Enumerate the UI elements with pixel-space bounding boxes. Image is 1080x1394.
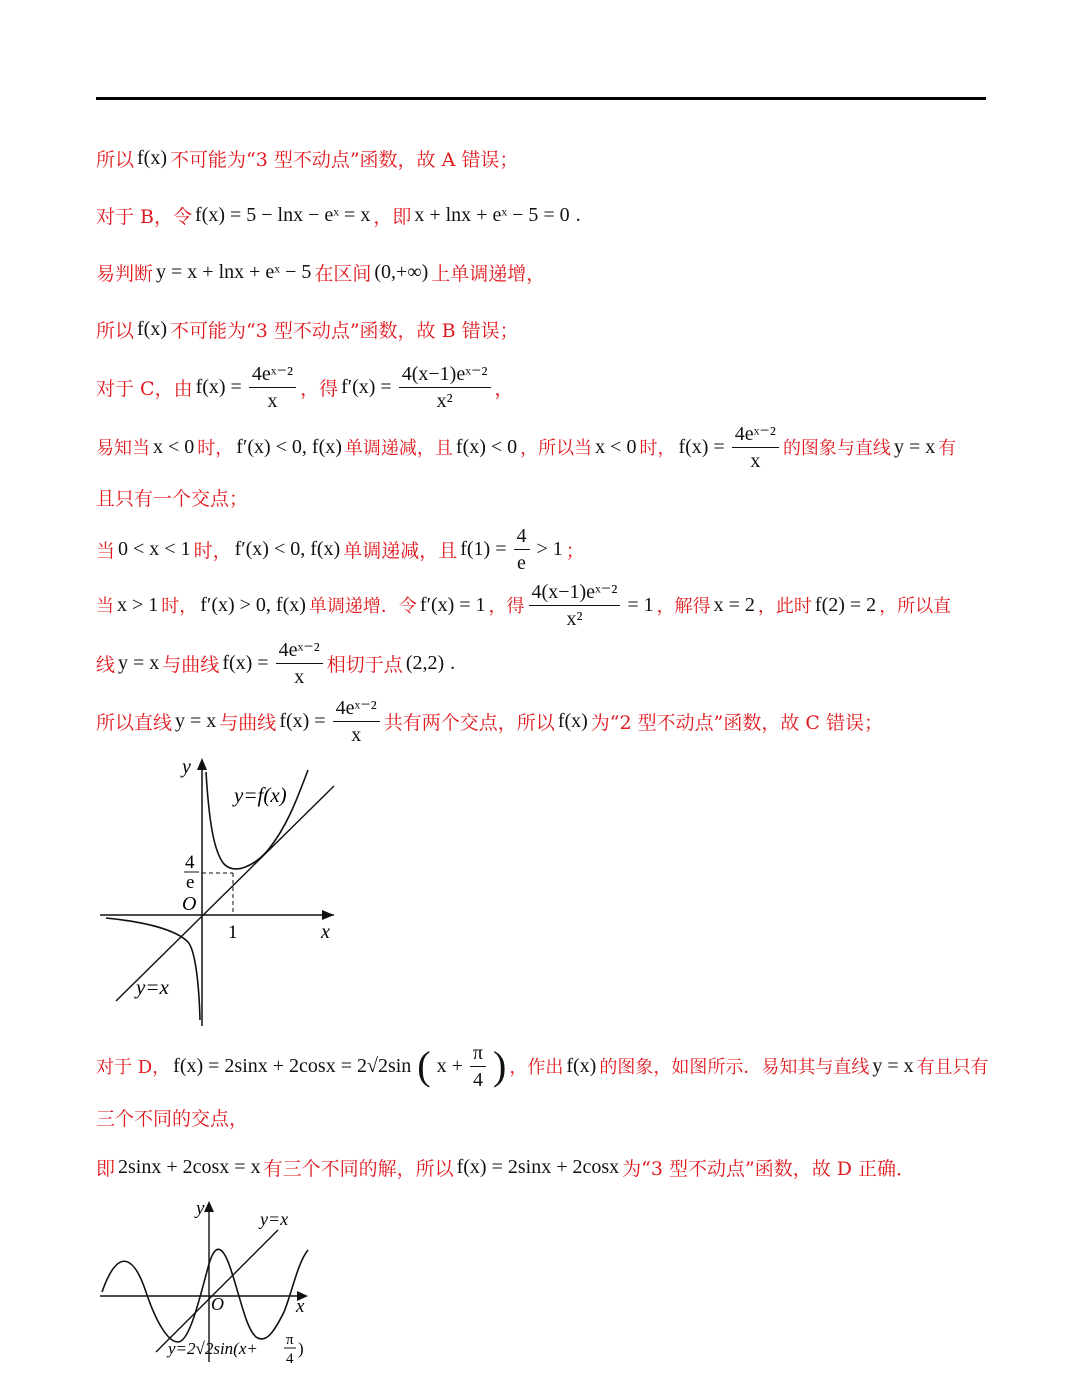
line-c-big xyxy=(96,578,951,632)
text-run: 所以直线 xyxy=(96,711,173,734)
text-run: 共有两个交点，所以 xyxy=(383,711,555,734)
line-d-conclusion xyxy=(96,1152,915,1182)
fraction: $\frac{\pi}{4}$ xyxy=(470,1042,486,1091)
math-expression: f′(x) < 0, f(x) xyxy=(234,537,341,560)
math-expression: x < 0 xyxy=(595,435,637,458)
text-run: 所以 xyxy=(96,148,135,171)
math-expression: f(x) xyxy=(566,1054,597,1077)
text-run: 为“2 型不动点”函数，故 C 错误； xyxy=(590,711,883,734)
text-run: ，即 xyxy=(373,205,412,228)
math-expression: ) xyxy=(493,1043,507,1088)
line-b-intro xyxy=(96,200,584,230)
math-eq: x + lnx + eˣ − 5 = 0 xyxy=(414,203,570,226)
line-c-conclusion xyxy=(96,694,883,748)
fraction: $\frac{\text{4eˣ⁻²}}{x}$ xyxy=(333,697,380,746)
math-expression: x < 0 xyxy=(153,435,195,458)
text-run: ， xyxy=(494,377,514,400)
text-run: 单调递减，且 xyxy=(343,539,458,562)
text-run: 对于 C，由 xyxy=(96,377,193,400)
line-c-neg-cont xyxy=(96,482,248,512)
math-expression: y = x xyxy=(893,435,936,458)
tick-x-1: 1 xyxy=(228,922,238,943)
curve-label-num: π xyxy=(286,1332,294,1348)
text-run: 所以 xyxy=(96,319,135,342)
text-run: 不可能为“3 型不动点”函数，故 B 错误； xyxy=(170,319,519,342)
text-run: ，得 xyxy=(488,596,525,617)
math-expression: = 1 xyxy=(627,593,654,616)
text-run: 的图象，如图所示．易知其与直线 xyxy=(599,1057,870,1078)
text-run: 当 xyxy=(96,539,116,562)
math-expression: y = x xyxy=(175,709,217,732)
math-expression: f(x) = xyxy=(222,651,269,674)
math-expression: x = 2 xyxy=(713,593,755,616)
math-expression: f(x) = 2sinx + 2cosx = 2√2sin xyxy=(173,1054,412,1077)
text-run: 且只有一个交点； xyxy=(96,487,249,510)
math-expression: f(x) = xyxy=(279,709,326,732)
text-run: 与曲线 xyxy=(162,653,220,676)
math-eq: y = x + lnx + eˣ − 5 xyxy=(156,260,312,283)
line-c-intro xyxy=(96,360,514,414)
text-run: 时， xyxy=(639,438,676,459)
text-run: 不可能为“3 型不动点”函数，故 A 错误； xyxy=(170,148,519,171)
text-run: 的图象与直线 xyxy=(782,438,891,459)
text-run: 时， xyxy=(193,539,232,562)
line-b-conclusion xyxy=(96,314,519,344)
math-expression: 0 < x < 1 xyxy=(118,537,191,560)
math-expression: f′(x) = xyxy=(341,375,392,398)
curve-label: y=f(x) xyxy=(234,783,287,807)
fraction: $\frac{4}{e}$ xyxy=(514,525,530,574)
text-run: 当 xyxy=(96,596,114,617)
fraction: $\frac{\text{4eˣ⁻²}}{x}$ xyxy=(249,363,296,412)
math-expression: f(x) xyxy=(557,709,588,732)
curve-label-prefix: y=2√2sin(x+ xyxy=(168,1339,258,1358)
math-expression: . xyxy=(575,203,581,226)
math-expression: f(1) = xyxy=(460,537,507,560)
line-y-eq-x xyxy=(156,1230,278,1352)
math-expression: f(x) = 2sinx + 2cosx xyxy=(456,1155,620,1178)
text-run: 对于 D， xyxy=(96,1057,171,1078)
x-axis-label: x xyxy=(321,921,330,943)
math-expression: f(x) = xyxy=(195,375,242,398)
x-axis-arrow xyxy=(322,910,334,920)
math-expression: f′(x) > 0, f(x) xyxy=(200,593,306,616)
fraction: $\frac{\text{4eˣ⁻²}}{x}$ xyxy=(732,423,779,472)
text-run: 易判断 xyxy=(96,262,154,285)
fraction: $\frac{\text{4(x−1)eˣ⁻²}}{\text{x²}}$ xyxy=(399,363,491,412)
tick-y-den: e xyxy=(186,872,195,893)
text-run: ； xyxy=(565,539,585,562)
fraction: $\frac{\text{4eˣ⁻²}}{x}$ xyxy=(276,639,323,688)
math-expression: x + xyxy=(436,1054,463,1077)
line-d-intro xyxy=(96,1038,989,1094)
math-expression: f(x) < 0 xyxy=(455,435,518,458)
line-c-tangent xyxy=(96,636,458,690)
math-expression: . xyxy=(450,651,456,674)
curve-label-post: ) xyxy=(298,1339,304,1358)
text-run: 为“3 型不动点”函数，故 D 正确． xyxy=(622,1157,916,1180)
tick-y-num: 4 xyxy=(185,852,195,873)
math-expression: f′(x) < 0, f(x) xyxy=(236,435,342,458)
y-axis-arrow xyxy=(197,758,207,770)
figure-fx-exponential xyxy=(96,752,346,1030)
line-a-conclusion xyxy=(96,143,518,173)
text-run: 有三个不同的解，所以 xyxy=(263,1157,454,1180)
math-expression: (2,2) xyxy=(405,651,445,674)
text-run: 相切于点 xyxy=(326,653,403,676)
text-run: ，得 xyxy=(300,377,339,400)
text-run: 易知当 xyxy=(96,438,150,459)
text-run: 时， xyxy=(197,438,234,459)
math-expression: 2sinx + 2cosx = x xyxy=(118,1155,261,1178)
line-d-cont xyxy=(96,1102,248,1132)
math-interval: (0,+∞) xyxy=(374,260,429,283)
origin-label: O xyxy=(182,893,197,915)
math-expression: f′(x) = 1 xyxy=(419,593,486,616)
text-run: ，所以直 xyxy=(879,596,952,617)
text-run: 单调递减，且 xyxy=(344,438,453,459)
origin-label: O xyxy=(211,1294,224,1314)
fraction: $\frac{\text{4(x−1)eˣ⁻²}}{\text{x²}}$ xyxy=(529,581,621,630)
text-run: ，作出 xyxy=(509,1057,564,1078)
math-fx: f(x) xyxy=(137,146,167,169)
text-run: ，此时 xyxy=(757,596,812,617)
line-label: y=x xyxy=(136,975,169,999)
math-expression: x > 1 xyxy=(117,593,159,616)
line-label: y=x xyxy=(260,1209,289,1229)
text-run: 对于 B，令 xyxy=(96,205,193,228)
math-expression: > 1 xyxy=(536,537,563,560)
text-run: 有且只有 xyxy=(916,1057,989,1078)
text-run: 在区间 xyxy=(314,262,372,285)
x-axis-label: x xyxy=(296,1296,305,1317)
line-y-eq-x xyxy=(116,786,334,1001)
line-c-neg xyxy=(96,420,956,474)
y-axis-label: y xyxy=(196,1198,205,1219)
math-expression: y = x xyxy=(872,1054,914,1077)
line-b-mono xyxy=(96,257,545,287)
math-expression: y = x xyxy=(118,651,160,674)
text-run: 单调递增．令 xyxy=(308,596,417,617)
text-run: 时， xyxy=(161,596,198,617)
text-run: ，解得 xyxy=(656,596,711,617)
math-expression: f(2) = 2 xyxy=(814,593,877,616)
y-axis-arrow xyxy=(204,1201,214,1212)
text-run: 即 xyxy=(96,1157,116,1180)
text-run: 有 xyxy=(938,438,957,459)
curve-negative-branch xyxy=(106,918,200,1020)
text-run: ，所以当 xyxy=(520,438,593,459)
y-axis-label: y xyxy=(182,756,191,778)
math-expression: ( xyxy=(417,1043,431,1088)
header-rule xyxy=(96,97,986,100)
figure-sine-curve xyxy=(96,1192,326,1372)
math-eq: f(x) = 5 − lnx − eˣ = x xyxy=(195,203,371,226)
text-run: 线 xyxy=(96,653,116,676)
text-run: 与曲线 xyxy=(219,711,277,734)
math-fx: f(x) xyxy=(137,317,167,340)
math-expression: f(x) = xyxy=(678,435,725,458)
curve-label-den: 4 xyxy=(286,1351,294,1367)
text-run: 上单调递增， xyxy=(431,262,546,285)
text-run: 三个不同的交点， xyxy=(96,1107,249,1130)
line-c-mid xyxy=(96,522,585,576)
